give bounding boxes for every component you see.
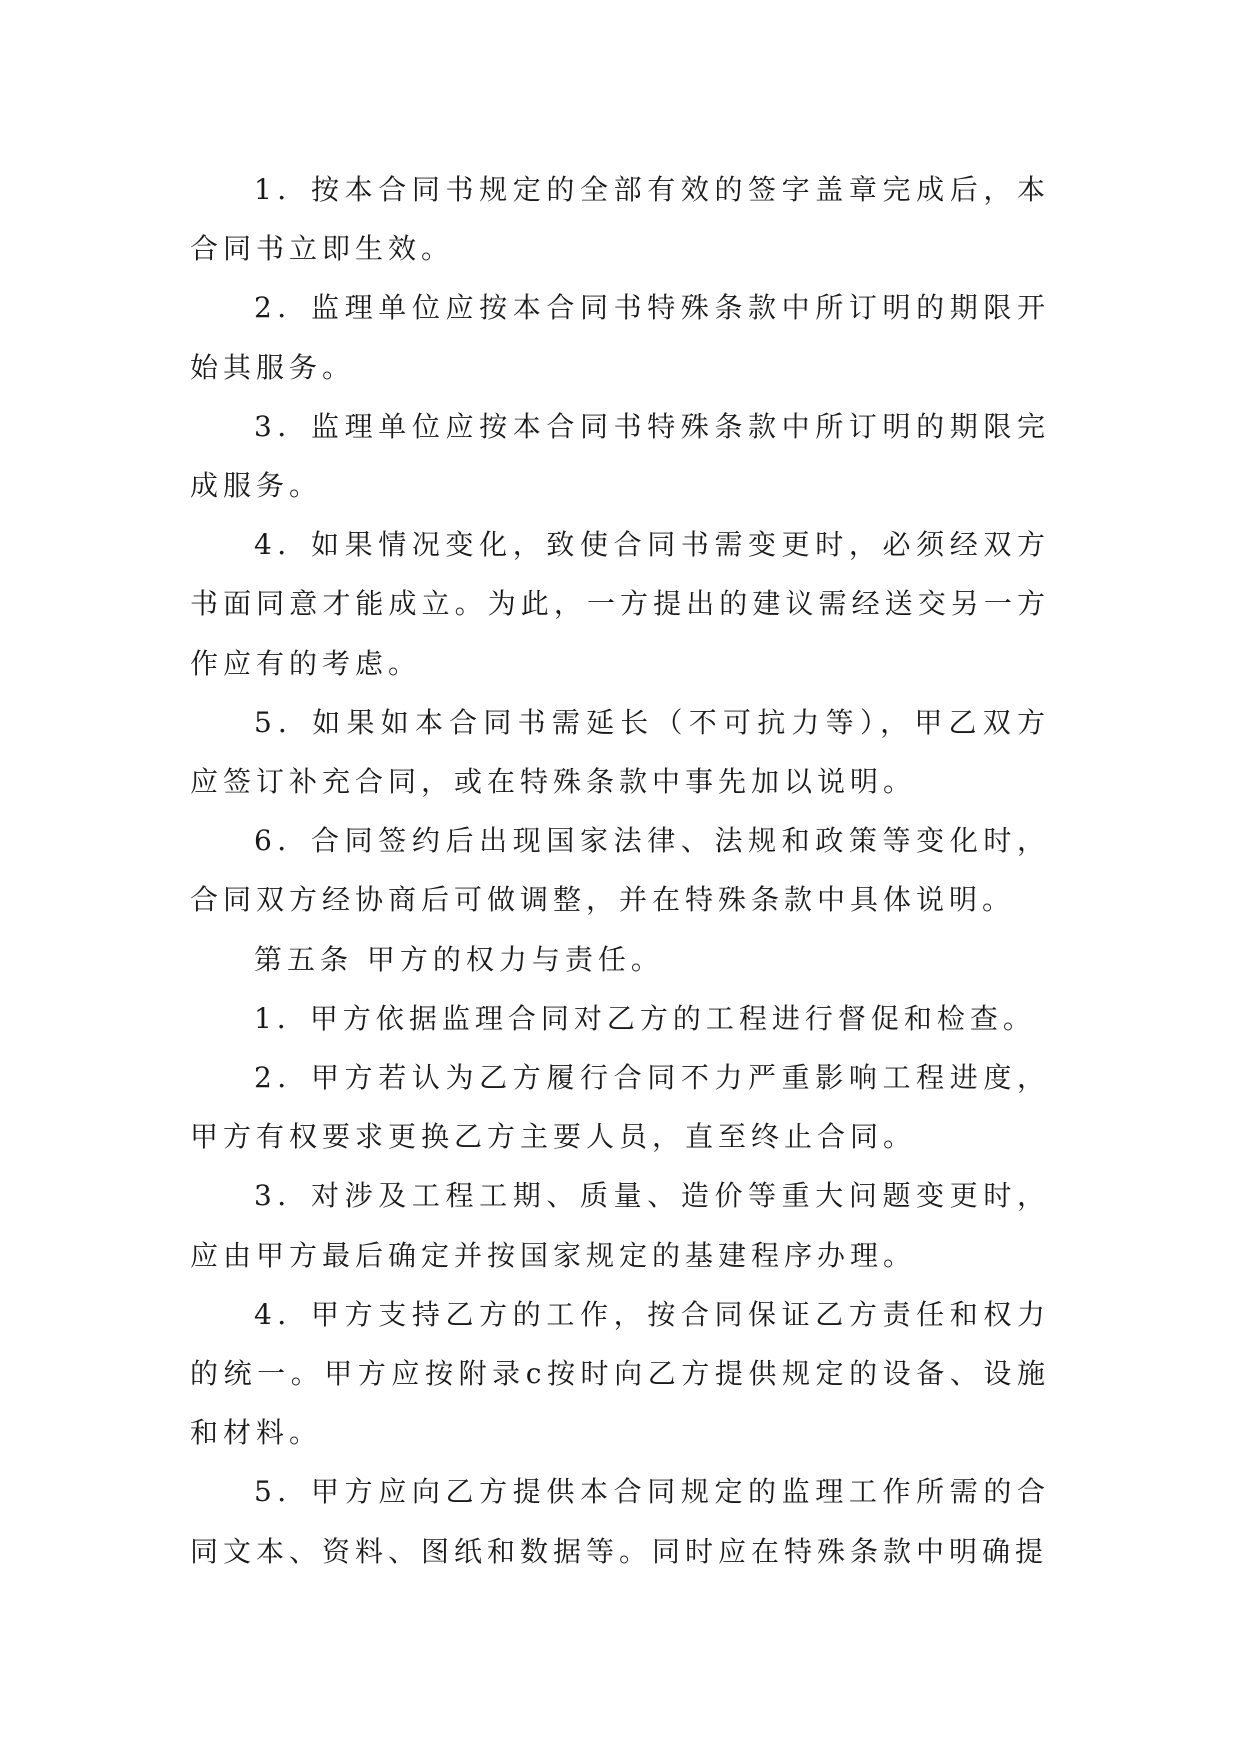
clause-4-item-6: 6．合同签约后出现国家法律、法规和政策等变化时，合同双方经协商后可做调整，并在特殊条款中具体说明。 [190, 824, 1050, 917]
document-body [190, 160, 1050, 1581]
article-5-item-3: 3．对涉及工程工期、质量、造价等重大问题变更时，应由甲方最后确定并按国家规定的基建程序办理。 [190, 1179, 1050, 1272]
clause-4-item-4: 4．如果情况变化，致使合同书需变更时，必须经双方书面同意才能成立。为此，一方提出的建议需经送交另一方作应有的考虑。 [190, 528, 1050, 680]
article-5-item-5: 5．甲方应向乙方提供本合同规定的监理工作所需的合同文本、资料、图纸和数据等。同时应在特殊条款中明确提 [190, 1475, 1050, 1568]
clause-4-item-3: 3．监理单位应按本合同书特殊条款中所订明的期限完成服务。 [190, 409, 1050, 503]
clause-4-item-1: 1．按本合同书规定的全部有效的签字盖章完成后，本合同书立即生效。 [190, 173, 1050, 266]
clause-4-item-2: 2．监理单位应按本合同书特殊条款中所订明的期限开始其服务。 [190, 291, 1050, 384]
article-5-heading: 第五条 甲方的权力与责任。 [254, 942, 664, 976]
clause-4-item-5: 5．如果如本合同书需延长（不可抗力等），甲乙双方应签订补充合同，或在特殊条款中事先加以说明。 [190, 705, 1050, 799]
article-5-item-1: 1．甲方依据监理合同对乙方的工程进行督促和检查。 [254, 1001, 1036, 1035]
article-5-item-4: 4．甲方支持乙方的工作，按合同保证乙方责任和权力的统一。甲方应按附录c按时向乙方提供规定的设备、设施和材料。 [190, 1297, 1050, 1450]
article-5-item-2: 2．甲方若认为乙方履行合同不力严重影响工程进度，甲方有权要求更换乙方主要人员，直至终止合同。 [190, 1061, 1050, 1154]
